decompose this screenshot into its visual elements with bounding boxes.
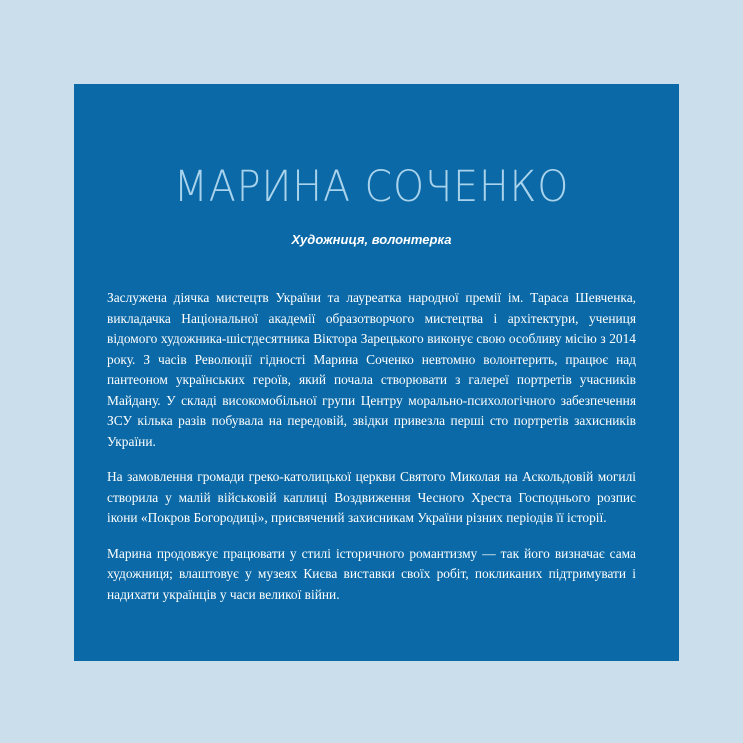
paragraph: На замовлення громади греко-католицької церкви Святого Миколая на Аскольдовій могилі створила у малій військовій каплиці Воздвиження Чесного Хреста Господнього розпис ікони «Покров Богородиці», присвячений захисникам України різних періодів її історії. (107, 469, 636, 525)
bio-text (107, 288, 636, 620)
paragraph: Марина продовжує працювати у стилі історичного романтизму — так його визначає сама художниця; влаштовує у музеях Києва виставки своїх робіт, покликаних підтримувати і надихати українців у часи великої війни. (107, 545, 636, 602)
paragraph: Заслужена діячка мистецтв України та лауреатка народної премії ім. Тараса Шевченка, викладачка Національної академії образотворчого мистецтва і архітектури, учениця відомого художника-шістдесятника Віктора Зарецького виконує свою особливу місію з 2014 року. З часів Революції гідності Марина Соченко невтомно волонтерить, працює над пантеоном українських героїв, який почала створювати з галереї портретів учасників Майдану. У складі високомобільної групи Центру морально-психологічного забезпечення ЗСУ кілька разів побувала на передовій, звідки привезла перші сто портретів захисників України. (107, 290, 636, 449)
subtitle: Художниця, волонтерка (291, 232, 452, 247)
page-title: МАРИНА СОЧЕНКО (173, 162, 570, 212)
